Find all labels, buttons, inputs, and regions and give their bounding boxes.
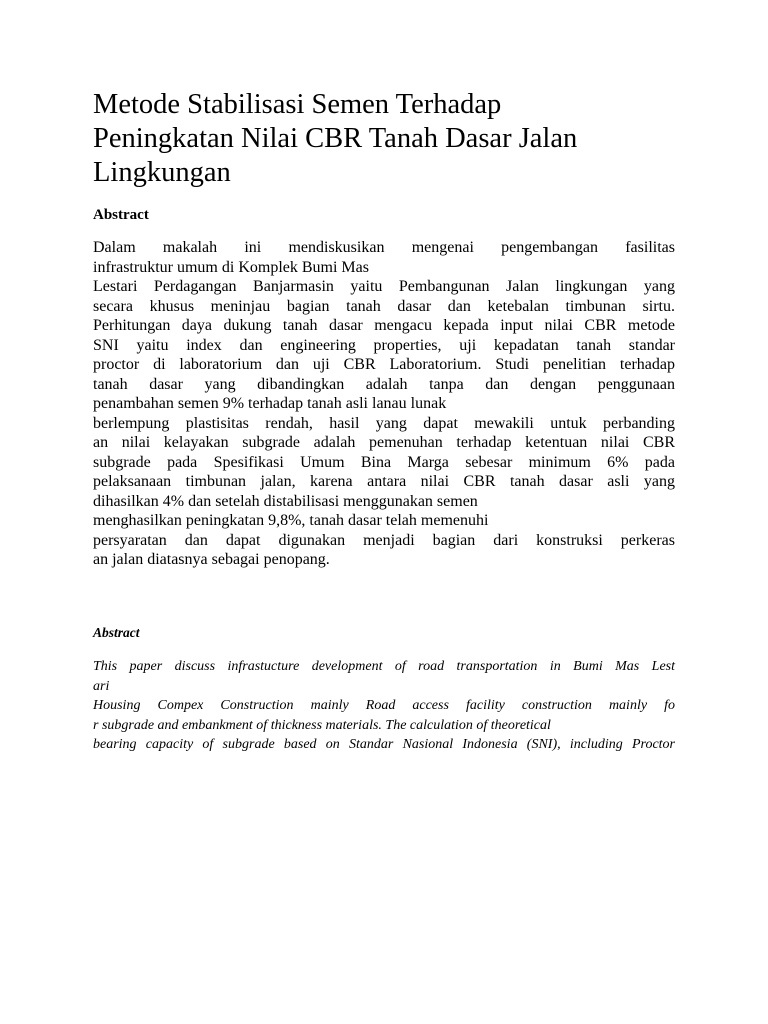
abstract-heading-indonesian: Abstract <box>93 207 149 223</box>
abstract-heading-english: Abstract <box>93 625 140 640</box>
text-line: menghasilkan peningkatan 9,8%, tanah dasar telah memenuhi <box>93 512 489 529</box>
text-line: Lestari Perdagangan Banjarmasin yaitu Pembangunan Jalan lingkungan yang <box>93 278 675 295</box>
text-line: secara khusus meninjau bagian tanah dasar dan ketebalan timbunan sirtu. <box>93 297 675 315</box>
text-line: Dalam makalah ini mendiskusikan mengenai pengembangan fasilitas <box>93 239 675 256</box>
text-line: This paper discuss infrastucture development of road transportation in Bumi Mas Lest <box>93 659 675 674</box>
text-line: pelaksanaan timbunan jalan, karena antara nilai CBR tanah dasar asli yang <box>93 473 675 490</box>
text-line: infrastruktur umum di Komplek Bumi Mas <box>93 258 369 276</box>
text-line: subgrade pada Spesifikasi Umum Bina Marga sebesar minimum 6% pada <box>93 453 675 471</box>
abstract-body-english <box>93 657 675 755</box>
document-title <box>93 88 693 190</box>
text-line: an jalan diatasnya sebagai penopang. <box>93 551 330 568</box>
text-line: SNI yaitu index dan engineering properties, uji kepadatan tanah standar <box>93 336 675 354</box>
abstract-body-indonesian <box>93 238 675 570</box>
text-line: bearing capacity of subgrade based on Standar Nasional Indonesia (SNI), including Proctor <box>93 737 675 752</box>
title-line: Lingkungan <box>93 157 231 188</box>
text-line: persyaratan dan dapat digunakan menjadi bagian dari konstruksi perkeras <box>93 531 675 549</box>
text-line: Housing Compex Construction mainly Road access facility construction mainly fo <box>93 698 675 713</box>
text-line: ari <box>93 678 110 694</box>
title-line: Peningkatan Nilai CBR Tanah Dasar Jalan <box>93 123 578 154</box>
text-line: dihasilkan 4% dan setelah distabilisasi menggunakan semen <box>93 492 478 510</box>
text-line: berlempung plastisitas rendah, hasil yang dapat mewakili untuk perbanding <box>93 414 675 432</box>
title-line: Metode Stabilisasi Semen Terhadap <box>93 89 502 120</box>
text-line: tanah dasar yang dibandingkan adalah tanpa dan dengan penggunaan <box>93 375 675 393</box>
text-line: penambahan semen 9% terhadap tanah asli lanau lunak <box>93 395 447 412</box>
text-line: proctor di laboratorium dan uji CBR Laboratorium. Studi penelitian terhadap <box>93 356 675 373</box>
text-line: an nilai kelayakan subgrade adalah pemenuhan terhadap ketentuan nilai CBR <box>93 434 675 451</box>
text-line: Perhitungan daya dukung tanah dasar mengacu kepada input nilai CBR metode <box>93 317 675 334</box>
text-line: r subgrade and embankment of thickness materials. The calculation of theoretical <box>93 717 551 733</box>
